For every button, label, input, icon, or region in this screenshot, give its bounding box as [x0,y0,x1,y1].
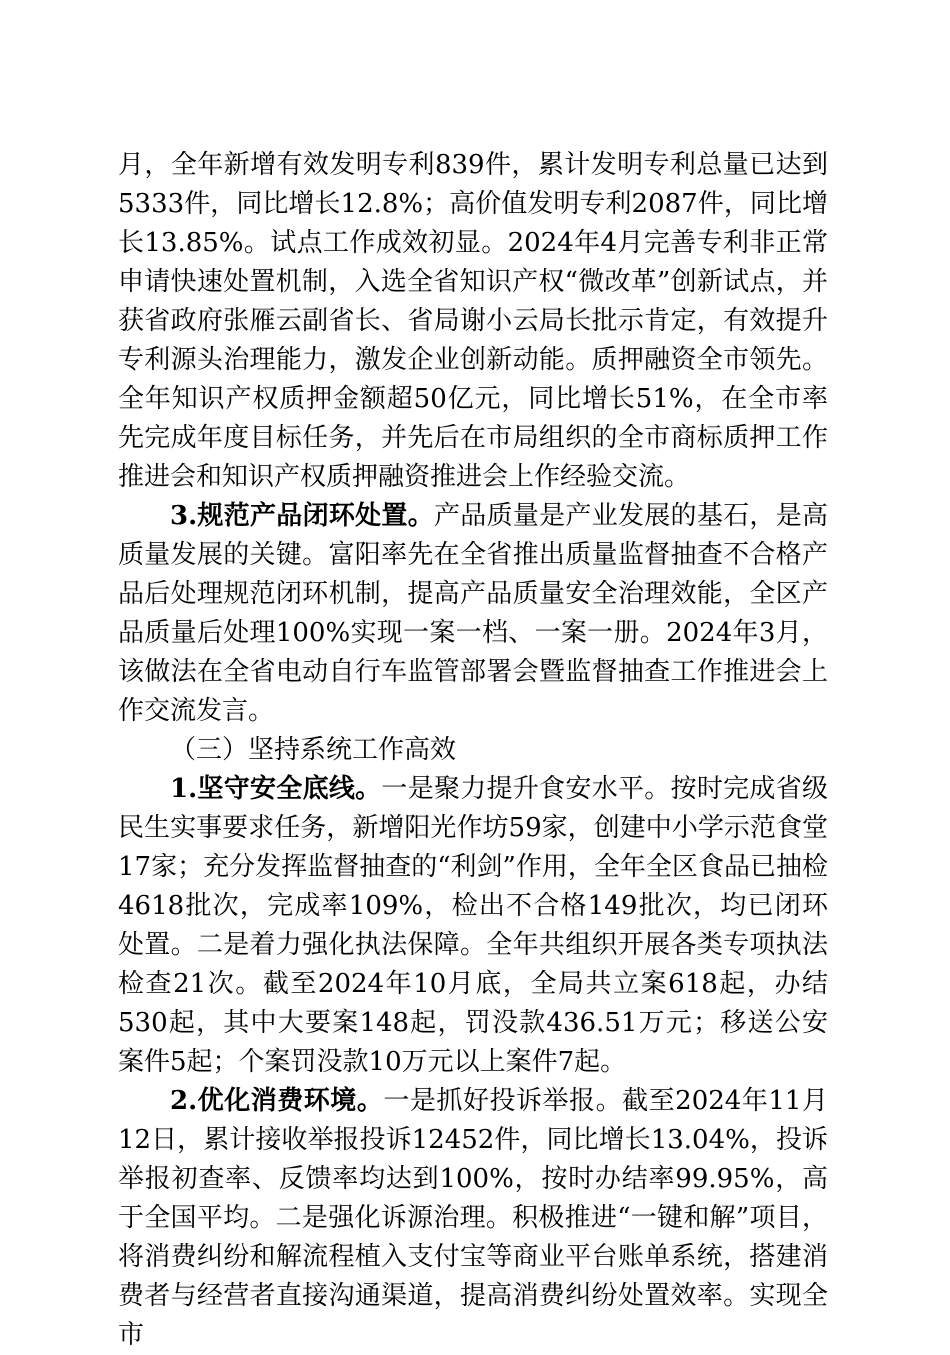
paragraph-lead-heading: 2.优化消费环境。 [170,1086,384,1116]
paragraph-text: 一是抓好投诉举报。截至2024年11月12日，累计接收举报投诉12452件，同比增长13.04%，投诉举报初查率、反馈率均达到100%，按时办结率99.95%，高于全国平均。二是强化诉源治理。积极推进“一键和解”项目，将消费纠纷和解流程植入支付宝等商业平台账单系统，搭建消费者与经营者直接沟通渠道，提高消费纠纷处置效率。实现全市 [118,1086,828,1350]
paragraph-patent-results [118,146,828,497]
paragraph-text: 一是聚力提升食安水平。按时完成省级民生实事要求任务，新增阳光作坊59家，创建中小学示范食堂17家；充分发挥监督抽查的“利剑”作用，全年全区食品已抽检4618批次，完成率109%，检出不合格149批次，均已闭环处置。二是着力强化执法保障。全年共组织开展各类专项执法检查21次。截至2024年10月底，全局共立案618起，办结530起，其中大要案148起，罚没款436.51万元；移送公安案件5起；个案罚没款10万元以上案件7起。 [118,774,828,1077]
paragraph-lead-heading: 1.坚守安全底线。 [170,774,382,804]
paragraph-lead-heading: 3.规范产品闭环处置。 [170,501,434,531]
section-heading: （三）坚持系统工作高效 [170,735,457,765]
document-page [118,146,828,1355]
paragraph-text: 月，全年新增有效发明专利839件，累计发明专利总量已达到5333件，同比增长12.8%；高价值发明专利2087件，同比增长13.85%。试点工作成效初显。2024年4月完善专利非正常申请快速处置机制，入选全省知识产权“微改革”创新试点，并获省政府张雁云副省长、省局谢小云局长批示肯定，有效提升专利源头治理能力，激发企业创新动能。质押融资全市领先。全年知识产权质押金额超50亿元，同比增长51%，在全市率先完成年度目标任务，并先后在市局组织的全市商标质押工作推进会和知识产权质押融资推进会上作经验交流。 [118,150,828,492]
paragraph-text: 产品质量是产业发展的基石，是高质量发展的关键。富阳率先在全省推出质量监督抽查不合格产品后处理规范闭环机制，提高产品质量安全治理效能，全区产品质量后处理100%实现一案一档、一案一册。2024年3月，该做法在全省电动自行车监管部署会暨监督抽查工作推进会上作交流发言。 [118,501,828,726]
paragraph-safety-baseline [118,770,828,1082]
paragraph-consumer-environment [118,1082,828,1355]
paragraph-product-quality [118,497,828,731]
